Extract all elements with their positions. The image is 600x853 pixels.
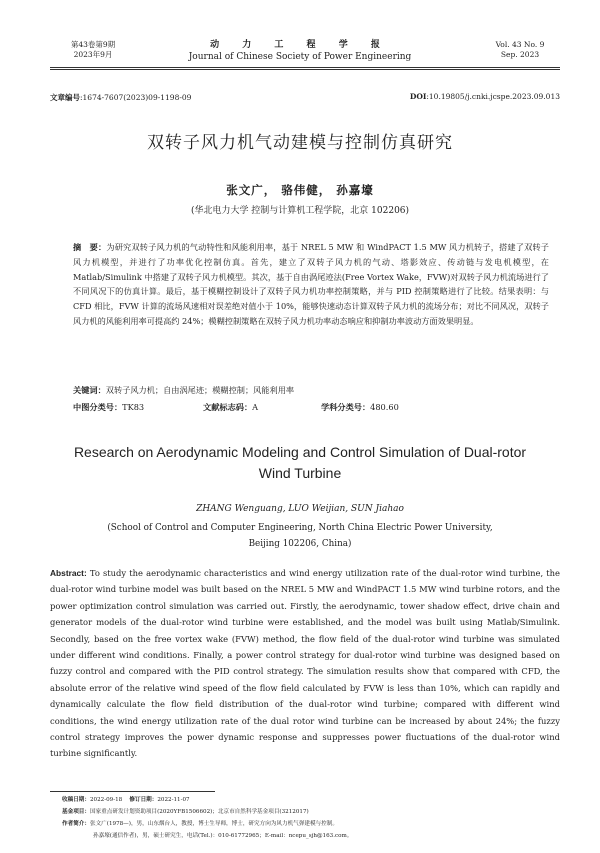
affiliation-cn: (华北电力大学 控制与计算机工程学院，北京 102206) xyxy=(190,206,410,216)
header-rule-thin xyxy=(50,69,560,70)
keywords-cn-text: 双转子风力机；自由涡尾迹；模糊控制；风能利用率 xyxy=(105,385,295,395)
abstract-en xyxy=(50,565,560,762)
header-date-en: Sep. 2023 xyxy=(500,50,540,59)
footnote-rule xyxy=(50,791,215,792)
title-en: Research on Aerodynamic Modeling and Control Simulation of Dual-rotor Wind Turbine xyxy=(73,444,527,481)
doi-label: DOI xyxy=(409,92,427,101)
revised-date: 2022-11-07 xyxy=(157,797,190,803)
affiliation-en-line1: (School of Control and Computer Engineering, North China Electric Power University, xyxy=(107,523,493,533)
header-volume-issue-en: Vol. 43 No. 9 xyxy=(495,40,545,49)
received-date: 2022-09-18 xyxy=(89,797,123,803)
authors-cn: 张文广， 骆伟健， 孙嘉壕 xyxy=(226,183,374,197)
journal-name-cn: 动 力 工 程 学 报 xyxy=(210,40,390,50)
article-number xyxy=(50,92,191,103)
header-volume-info xyxy=(62,40,124,60)
abstract-cn xyxy=(73,240,549,329)
abstract-cn-label: 摘 要： xyxy=(73,242,107,252)
keywords-cn-label: 关键词： xyxy=(73,385,106,395)
affiliation-en xyxy=(80,520,520,552)
clc-value: TK83 xyxy=(122,402,145,412)
clc-label: 中图分类号： xyxy=(73,402,123,412)
footnote-fund xyxy=(62,808,562,816)
header-volume-issue: 第43卷第9期 xyxy=(70,40,116,49)
article-meta xyxy=(50,92,560,102)
subject-code-value: 480.60 xyxy=(370,402,399,412)
classification-cn xyxy=(73,401,549,414)
footnote-corresponding: 孙嘉壕(通信作者)，男，硕士研究生，电话(Tel.)：010-61772965；E-mail：ncepu_sjh@163.com。 xyxy=(93,833,353,839)
header-date: 2023年9月 xyxy=(73,50,113,59)
keywords-cn xyxy=(73,384,549,397)
fund-label: 基金项目： xyxy=(62,809,90,815)
document-code xyxy=(203,401,321,414)
article-number-value: :1674-7607(2023)09-1198-09 xyxy=(80,93,192,102)
running-header xyxy=(0,40,600,66)
revised-label: 修订日期： xyxy=(129,797,158,803)
received-label: 收稿日期： xyxy=(62,797,90,803)
header-rule xyxy=(50,67,560,68)
subject-code-label: 学科分类号： xyxy=(321,402,371,412)
abstract-en-text: To study the aerodynamic characteristics and wind energy utilization rate of the dual-rotor wind turbine, the dual-rotor wind turbine model was built based on the NREL 5 MW and WindPACT 1.5 MW wind turbine rotors, and the power optimization control simulation was carried out. Firstly, the aerodynamic, tower shadow effect, drive chain and generator models of the dual-rotor wind turbine were established, and the model was built using Matlab/Simulink. Secondly, based on the free vortex wake (FVW) method, the flow field of the dual-rotor wind turbine was simulated under different wind conditions. Finally, a power control strategy for dual-rotor wind turbine was designed based on fuzzy control and compared with the PID control strategy. The simulation results show that compared with CFD, the absolute error of the relative wind speed of the flow field calculated by FVW is less than 10%, which can rapidly and dynamically calculate the flow field distribution of the dual-rotor wind turbine; compared with different wind conditions, the wind energy utilization rate of the dual rotor wind turbine can be increased by about 24%; the fuzzy control strategy improves the power dynamic response and suppresses power fluctuations of the dual-rotor wind turbine significantly. xyxy=(50,568,560,759)
footnote-author xyxy=(62,820,562,828)
footnote-dates xyxy=(62,796,562,804)
fund-text: 国家重点研发计划资助项目(2020YFB1506602)；北京市自然科学基金项目(3212017) xyxy=(89,809,309,815)
document-code-value: A xyxy=(252,402,259,412)
article-number-label: 文章编号 xyxy=(50,93,80,102)
title-cn: 双转子风力机气动建模与控制仿真研究 xyxy=(147,133,453,153)
doi xyxy=(410,92,560,101)
doi-value: :10.19805/j.cnki.jcspe.2023.09.013 xyxy=(426,92,560,101)
authors-en: ZHANG Wenguang, LUO Weijian, SUN Jiahao xyxy=(196,504,404,514)
document-code-label: 文献标志码： xyxy=(203,402,253,412)
author-bio-text: 张文广(1978—)，男，山东烟台人，教授，博士生导师，博士，研究方向为风力机气弹建模与控制。 xyxy=(89,821,338,827)
header-volume-info-en xyxy=(490,40,550,60)
clc-number xyxy=(73,401,203,414)
header-journal xyxy=(150,40,450,63)
abstract-cn-text: 为研究双转子风力机的气动特性和风能利用率，基于 NREL 5 MW 和 WindPACT 1.5 MW 风力机转子，搭建了双转子风力机模型，并进行了功率优化控制仿真。首先，建立了双转子风力机的气动、塔影效应、传动链与发电机模型，在 Matlab/Simulink 中搭建了双转子风力机模型。其次，基于自由涡尾迹法(Free Vortex Wake，FVW)对双转子风力机流场进行了不同风况下的仿真计算。最后，基于模糊控制设计了双转子风力机功率控制策略，并与 PID 控制策略进行了比较。结果表明：与 CFD 相比，FVW 计算的流场风速相对误差绝对值小于 10%，能够快速动态计算双转子风力机的流场分布；对比不同风况，双转子风力机的风能利用率可提高约 24%；模糊控制策略在双转子风力机功率动态响应和抑制功率波动方面效果明显。 xyxy=(73,242,549,326)
author-bio-label: 作者简介： xyxy=(62,821,90,827)
abstract-en-label: Abstract: xyxy=(50,568,87,578)
subject-code xyxy=(321,401,399,414)
affiliation-en-line2: Beijing 102206, China) xyxy=(248,539,352,549)
journal-name-en: Journal of Chinese Society of Power Engineering xyxy=(188,52,412,62)
